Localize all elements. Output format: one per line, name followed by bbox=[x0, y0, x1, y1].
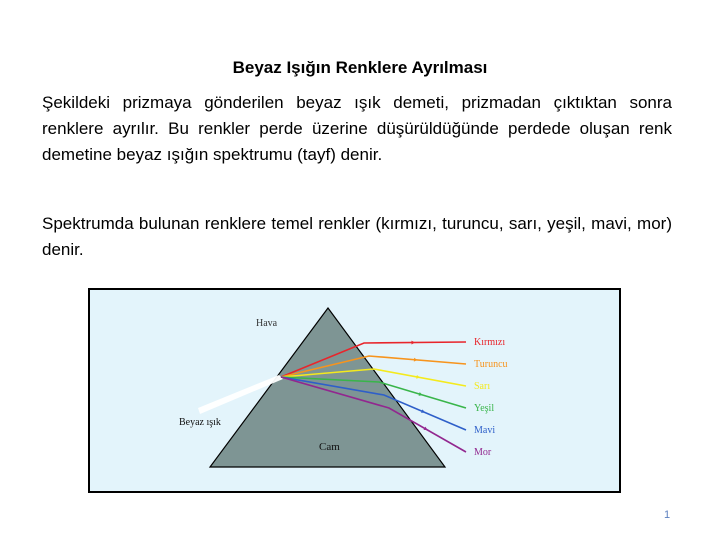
ray-label-1: Kırmızı bbox=[474, 337, 506, 348]
page-number: 1 bbox=[664, 509, 671, 521]
ray-label-6: Mor bbox=[474, 447, 492, 458]
label-white-light: Beyaz ışık bbox=[179, 417, 221, 428]
label-glass: Cam bbox=[319, 441, 340, 453]
label-air: Hava bbox=[256, 318, 278, 329]
paragraph-primary-colors: Spektrumda bulunan renklere temel renkler (kırmızı, turuncu, sarı, yeşil, mavi, mor) denir. bbox=[42, 214, 672, 259]
slide-title: Beyaz Işığın Renklere Ayrılması bbox=[232, 58, 488, 77]
prism-diagram bbox=[88, 288, 621, 493]
ray-label-2: Turuncu bbox=[474, 359, 508, 370]
ray-label-4: Yeşil bbox=[474, 403, 495, 414]
paragraph-spectrum: Şekildeki prizmaya gönderilen beyaz ışık demeti, prizmadan çıktıktan sonra renklere ayrılır. Bu renkler perde üzerine düşürüldüğünde perdede oluşan renk demetine beyaz ışığın spektrumu (tayf) denir. bbox=[42, 93, 672, 164]
ray-label-3: Sarı bbox=[474, 381, 491, 392]
ray-label-5: Mavi bbox=[474, 425, 496, 436]
